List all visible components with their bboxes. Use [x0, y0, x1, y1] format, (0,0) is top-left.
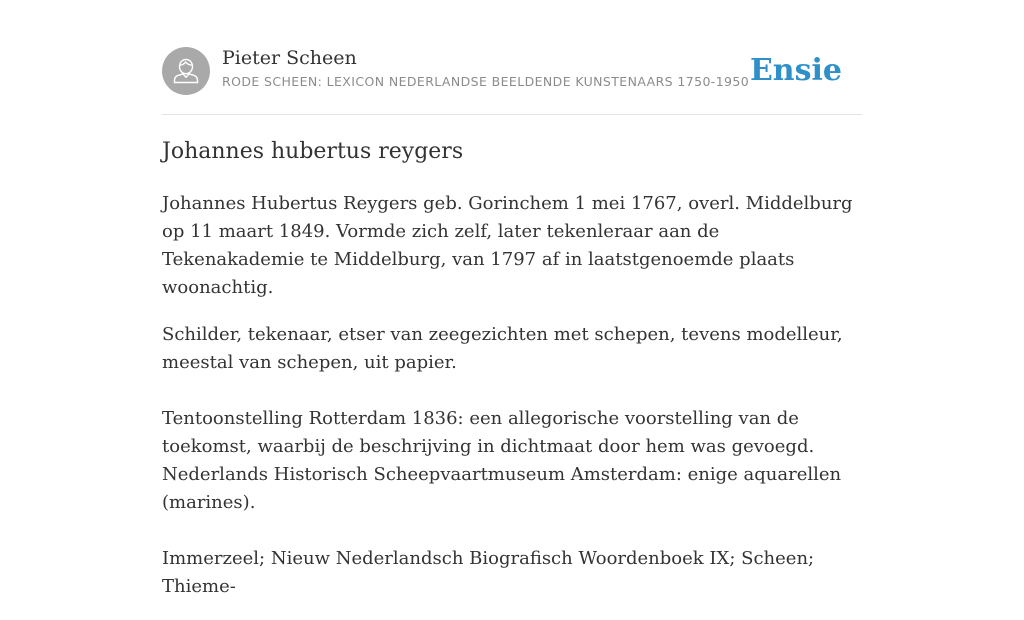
paragraph-occupation: Schilder, tekenaar, etser van zeegezichten met schepen, tevens modelleur, meestal van schepen, uit papier. [162, 324, 843, 373]
user-icon [162, 47, 210, 95]
paragraph-biography: Johannes Hubertus Reygers geb. Gorinchem 1 mei 1767, overl. Middelburg op 11 maart 1849. Vormde zich zelf, later tekenleraar aan de Tekenakademie te Middelburg, van 1797 af in laatstgenoemde plaats woonachtig. [162, 193, 853, 298]
author-name[interactable]: Pieter Scheen [222, 47, 357, 69]
paragraph-exhibitions: Tentoonstelling Rotterdam 1836: een allegorische voorstelling van de toekomst, waarbij de beschrijving in dichtmaat door hem was gevoegd. Nederlands Historisch Scheepvaartmuseum Amsterdam: enige aquarellen (marines). [162, 408, 842, 513]
page-title: Johannes hubertus reygers [162, 139, 464, 164]
brand-logo[interactable]: Ensie [749, 53, 842, 88]
article-body [162, 190, 862, 620]
source-label[interactable]: RODE SCHEEN: LEXICON NEDERLANDSE BEELDENDE KUNSTENAARS 1750-1950 [222, 74, 750, 89]
paragraph-references: Immerzeel; Nieuw Nederlandsch Biografisch Woordenboek IX; Scheen; Thieme- [162, 548, 815, 597]
article-header [162, 46, 862, 115]
author-avatar[interactable] [162, 47, 210, 95]
